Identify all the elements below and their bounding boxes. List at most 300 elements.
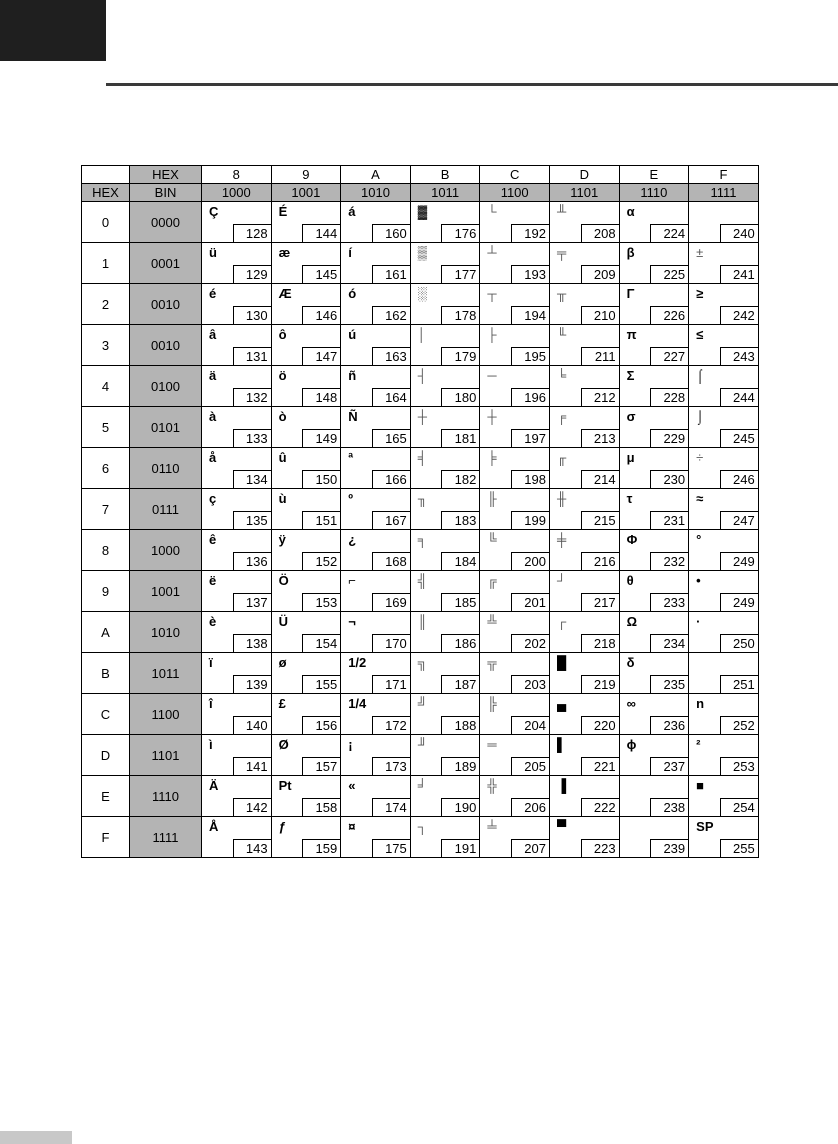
row-hex-cell: 3: [82, 325, 130, 366]
code-cell: [480, 694, 550, 735]
character-glyph: ╒: [556, 409, 567, 424]
table-row: [82, 243, 759, 284]
code-cell: [341, 776, 411, 817]
table-row: [82, 530, 759, 571]
decimal-code: 173: [372, 757, 410, 775]
code-cell: [619, 776, 689, 817]
character-glyph: 1/4: [348, 696, 367, 711]
code-cell: [410, 407, 480, 448]
row-bin-cell: 0010: [130, 325, 202, 366]
character-glyph: ░: [417, 286, 427, 301]
code-cell: [689, 325, 759, 366]
code-cell: [410, 612, 480, 653]
character-glyph: ≥: [696, 286, 704, 301]
code-cell: [341, 612, 411, 653]
code-cell: [549, 243, 619, 284]
code-cell: [689, 448, 759, 489]
decimal-code: 201: [511, 593, 549, 611]
bin-header-row: [82, 184, 759, 202]
code-cell: [549, 202, 619, 243]
decimal-code: 160: [372, 224, 410, 242]
decimal-code: 250: [720, 634, 758, 652]
decimal-code: 193: [511, 265, 549, 283]
character-glyph: ä: [209, 368, 217, 383]
table-row: [82, 202, 759, 243]
code-cell: [619, 653, 689, 694]
code-cell: [202, 243, 272, 284]
character-glyph: δ: [626, 655, 635, 670]
decimal-code: 189: [441, 757, 479, 775]
code-cell: [619, 694, 689, 735]
decimal-code: 183: [441, 511, 479, 529]
character-glyph: π: [626, 327, 637, 342]
decimal-code: 206: [511, 798, 549, 816]
character-glyph: Γ: [626, 286, 635, 301]
table-row: [82, 653, 759, 694]
character-glyph: ²: [696, 737, 701, 752]
code-cell: [341, 325, 411, 366]
decimal-code: 219: [581, 675, 619, 693]
code-cell: [410, 776, 480, 817]
character-glyph: ╓: [556, 450, 567, 465]
row-bin-cell: 1001: [130, 571, 202, 612]
character-glyph: σ: [626, 409, 636, 424]
hex-header-row: [82, 166, 759, 184]
character-glyph: Ö: [278, 573, 289, 588]
code-cell: [410, 448, 480, 489]
decimal-code: 202: [511, 634, 549, 652]
decimal-code: 132: [233, 388, 271, 406]
decimal-code: 249: [720, 552, 758, 570]
row-bin-cell: 0111: [130, 489, 202, 530]
code-cell: [480, 530, 550, 571]
code-cell: [271, 612, 341, 653]
decimal-code: 251: [720, 675, 758, 693]
character-glyph: ╘: [556, 368, 567, 383]
header-rule: [106, 83, 838, 86]
character-glyph: ▄: [556, 696, 567, 711]
character-glyph: n: [696, 696, 705, 711]
decimal-code: 254: [720, 798, 758, 816]
table-row: [82, 612, 759, 653]
character-glyph: ╝: [417, 696, 427, 711]
character-glyph: ║: [417, 614, 427, 629]
code-cell: [549, 448, 619, 489]
code-cell: [410, 325, 480, 366]
row-hex-cell: C: [82, 694, 130, 735]
character-glyph: █: [556, 655, 567, 670]
decimal-code: 150: [302, 470, 340, 488]
character-glyph: Φ: [626, 532, 638, 547]
row-hex-cell: 6: [82, 448, 130, 489]
decimal-code: 165: [372, 429, 410, 447]
character-glyph: ┴: [487, 245, 497, 260]
character-glyph: ⌠: [696, 368, 705, 383]
decimal-code: 216: [581, 552, 619, 570]
character-glyph: ╫: [556, 491, 567, 506]
character-glyph: ╡: [417, 450, 427, 465]
row-hex-cell: F: [82, 817, 130, 858]
decimal-code: 214: [581, 470, 619, 488]
column-hex-b: B: [410, 166, 480, 184]
row-hex-cell: 7: [82, 489, 130, 530]
code-cell: [410, 735, 480, 776]
column-bin-8: 1000: [202, 184, 272, 202]
code-cell: [410, 694, 480, 735]
row-hex-cell: 1: [82, 243, 130, 284]
character-glyph: æ: [278, 245, 291, 260]
character-glyph: £: [278, 696, 286, 711]
character-glyph: ╗: [417, 655, 427, 670]
character-glyph: ö: [278, 368, 287, 383]
character-glyph: ╩: [487, 614, 497, 629]
decimal-code: 162: [372, 306, 410, 324]
decimal-code: 240: [720, 224, 758, 242]
row-bin-cell: 1111: [130, 817, 202, 858]
decimal-code: 167: [372, 511, 410, 529]
row-hex-cell: 2: [82, 284, 130, 325]
code-cell: [271, 817, 341, 858]
decimal-code: 133: [233, 429, 271, 447]
decimal-code: 236: [650, 716, 688, 734]
decimal-code: 140: [233, 716, 271, 734]
character-glyph: î: [209, 696, 213, 711]
character-glyph: ╨: [556, 204, 567, 219]
code-cell: [689, 817, 759, 858]
character-glyph: ╚: [487, 532, 497, 547]
decimal-code: 229: [650, 429, 688, 447]
decimal-code: 184: [441, 552, 479, 570]
decimal-code: 194: [511, 306, 549, 324]
code-cell: [549, 776, 619, 817]
decimal-code: 155: [302, 675, 340, 693]
table-row: [82, 284, 759, 325]
code-cell: [689, 776, 759, 817]
header-bin-label: BIN: [130, 184, 202, 202]
character-glyph: ñ: [348, 368, 357, 383]
decimal-code: 134: [233, 470, 271, 488]
code-cell: [689, 366, 759, 407]
code-cell: [619, 735, 689, 776]
column-bin-d: 1101: [549, 184, 619, 202]
decimal-code: 211: [581, 347, 619, 365]
row-bin-cell: 0100: [130, 366, 202, 407]
character-glyph: º: [348, 491, 353, 506]
decimal-code: 190: [441, 798, 479, 816]
character-glyph: ⌡: [696, 409, 705, 424]
code-cell: [549, 366, 619, 407]
code-cell: [341, 448, 411, 489]
character-glyph: ╬: [487, 778, 497, 793]
decimal-code: 226: [650, 306, 688, 324]
character-glyph: ▒: [417, 245, 427, 260]
character-glyph: ╥: [556, 286, 567, 301]
decimal-code: 242: [720, 306, 758, 324]
code-cell: [410, 653, 480, 694]
decimal-code: 178: [441, 306, 479, 324]
decimal-code: 129: [233, 265, 271, 283]
row-bin-cell: 1101: [130, 735, 202, 776]
code-cell: [202, 571, 272, 612]
table-row: [82, 694, 759, 735]
decimal-code: 191: [441, 839, 479, 857]
code-cell: [689, 735, 759, 776]
code-cell: [549, 407, 619, 448]
decimal-code: 212: [581, 388, 619, 406]
decimal-code: 158: [302, 798, 340, 816]
character-glyph: •: [696, 573, 701, 588]
code-cell: [549, 817, 619, 858]
code-cell: [271, 448, 341, 489]
code-cell: [341, 366, 411, 407]
character-glyph: ø: [278, 655, 287, 670]
code-cell: [619, 817, 689, 858]
character-glyph: μ: [626, 450, 635, 465]
decimal-code: 239: [650, 839, 688, 857]
row-hex-cell: 0: [82, 202, 130, 243]
code-cell: [271, 407, 341, 448]
code-cell: [410, 489, 480, 530]
table-row: [82, 735, 759, 776]
code-cell: [619, 612, 689, 653]
code-cell: [341, 571, 411, 612]
character-glyph: ª: [348, 450, 353, 465]
character-glyph: Æ: [278, 286, 292, 301]
row-bin-cell: 0101: [130, 407, 202, 448]
code-cell: [480, 776, 550, 817]
decimal-code: 203: [511, 675, 549, 693]
character-glyph: ┘: [556, 573, 567, 588]
character-glyph: ╧: [487, 819, 497, 834]
character-glyph: └: [487, 204, 497, 219]
decimal-code: 180: [441, 388, 479, 406]
code-cell: [480, 407, 550, 448]
decimal-code: 145: [302, 265, 340, 283]
code-cell: [202, 612, 272, 653]
decimal-code: 175: [372, 839, 410, 857]
column-hex-a: A: [341, 166, 411, 184]
table-body: [82, 202, 759, 858]
code-cell: [202, 530, 272, 571]
row-bin-cell: 0001: [130, 243, 202, 284]
decimal-code: 198: [511, 470, 549, 488]
table-row: [82, 571, 759, 612]
column-hex-9: 9: [271, 166, 341, 184]
column-hex-f: F: [689, 166, 759, 184]
character-glyph: É: [278, 204, 288, 219]
code-cell: [271, 243, 341, 284]
code-cell: [549, 530, 619, 571]
code-cell: [341, 202, 411, 243]
character-glyph: ■: [696, 778, 705, 793]
decimal-code: 171: [372, 675, 410, 693]
character-glyph: 1/2: [348, 655, 367, 670]
column-bin-f: 1111: [689, 184, 759, 202]
code-cell: [549, 489, 619, 530]
character-glyph: ƒ: [278, 819, 286, 834]
code-cell: [202, 776, 272, 817]
decimal-code: 153: [302, 593, 340, 611]
decimal-code: 159: [302, 839, 340, 857]
decimal-code: 252: [720, 716, 758, 734]
decimal-code: 187: [441, 675, 479, 693]
character-glyph: ï: [209, 655, 213, 670]
code-cell: [689, 694, 759, 735]
code-cell: [549, 284, 619, 325]
decimal-code: 218: [581, 634, 619, 652]
decimal-code: 220: [581, 716, 619, 734]
character-glyph: ╜: [417, 737, 427, 752]
decimal-code: 235: [650, 675, 688, 693]
decimal-code: 213: [581, 429, 619, 447]
decimal-code: 237: [650, 757, 688, 775]
decimal-code: 196: [511, 388, 549, 406]
code-cell: [410, 817, 480, 858]
decimal-code: 209: [581, 265, 619, 283]
decimal-code: 205: [511, 757, 549, 775]
character-glyph: ê: [209, 532, 217, 547]
code-cell: [549, 735, 619, 776]
code-cell: [619, 489, 689, 530]
character-glyph: Ä: [209, 778, 219, 793]
column-bin-9: 1001: [271, 184, 341, 202]
table-row: [82, 407, 759, 448]
decimal-code: 163: [372, 347, 410, 365]
decimal-code: 246: [720, 470, 758, 488]
code-cell: [480, 284, 550, 325]
code-cell: [480, 612, 550, 653]
code-cell: [619, 325, 689, 366]
character-glyph: å: [209, 450, 217, 465]
decimal-code: 141: [233, 757, 271, 775]
code-cell: [202, 694, 272, 735]
row-hex-cell: 4: [82, 366, 130, 407]
character-glyph: ┌: [556, 614, 567, 629]
decimal-code: 182: [441, 470, 479, 488]
code-cell: [549, 571, 619, 612]
column-hex-d: D: [549, 166, 619, 184]
character-glyph: │: [417, 327, 426, 342]
code-cell: [619, 571, 689, 612]
character-glyph: ⌐: [348, 573, 356, 588]
row-bin-cell: 0010: [130, 284, 202, 325]
table-row: [82, 776, 759, 817]
decimal-code: 147: [302, 347, 340, 365]
character-glyph: ò: [278, 409, 287, 424]
row-hex-cell: D: [82, 735, 130, 776]
character-glyph: í: [348, 245, 352, 260]
decimal-code: 157: [302, 757, 340, 775]
code-cell: [410, 243, 480, 284]
character-glyph: ≤: [696, 327, 704, 342]
code-cell: [202, 489, 272, 530]
decimal-code: 195: [511, 347, 549, 365]
decimal-code: 166: [372, 470, 410, 488]
character-glyph: ┼: [417, 409, 427, 424]
column-hex-e: E: [619, 166, 689, 184]
column-hex-c: C: [480, 166, 550, 184]
row-bin-cell: 0000: [130, 202, 202, 243]
row-bin-cell: 1011: [130, 653, 202, 694]
character-glyph: û: [278, 450, 287, 465]
row-bin-cell: 1100: [130, 694, 202, 735]
code-cell: [271, 325, 341, 366]
character-glyph: ╛: [417, 778, 427, 793]
character-glyph: θ: [626, 573, 634, 588]
code-cell: [549, 694, 619, 735]
character-glyph: ∞: [626, 696, 636, 711]
code-cell: [202, 325, 272, 366]
code-cell: [480, 735, 550, 776]
decimal-code: 149: [302, 429, 340, 447]
character-glyph: «: [348, 778, 356, 793]
code-cell: [410, 530, 480, 571]
code-cell: [689, 243, 759, 284]
character-glyph: ù: [278, 491, 287, 506]
character-glyph: ╠: [487, 696, 497, 711]
character-glyph: ¡: [348, 737, 353, 752]
row-hex-cell: 8: [82, 530, 130, 571]
code-cell: [619, 448, 689, 489]
decimal-code: 135: [233, 511, 271, 529]
character-glyph: ╟: [487, 491, 497, 506]
decimal-code: 179: [441, 347, 479, 365]
character-glyph: β: [626, 245, 635, 260]
character-glyph: ç: [209, 491, 217, 506]
column-bin-e: 1110: [619, 184, 689, 202]
code-cell: [341, 489, 411, 530]
code-cell: [341, 694, 411, 735]
character-glyph: ¬: [348, 614, 356, 629]
character-glyph: Å: [209, 819, 219, 834]
decimal-code: 177: [441, 265, 479, 283]
character-glyph: ô: [278, 327, 287, 342]
decimal-code: 217: [581, 593, 619, 611]
corner-cell: [82, 166, 130, 184]
code-cell: [689, 202, 759, 243]
code-cell: [480, 571, 550, 612]
decimal-code: 232: [650, 552, 688, 570]
decimal-code: 222: [581, 798, 619, 816]
decimal-code: 144: [302, 224, 340, 242]
character-glyph: τ: [626, 491, 633, 506]
decimal-code: 185: [441, 593, 479, 611]
decimal-code: 139: [233, 675, 271, 693]
decimal-code: 231: [650, 511, 688, 529]
decimal-code: 227: [650, 347, 688, 365]
character-glyph: ╪: [556, 532, 567, 547]
character-glyph: ·: [696, 614, 701, 629]
character-glyph: Ω: [626, 614, 637, 629]
code-cell: [480, 243, 550, 284]
code-cell: [202, 202, 272, 243]
decimal-code: 170: [372, 634, 410, 652]
decimal-code: 148: [302, 388, 340, 406]
code-cell: [202, 448, 272, 489]
decimal-code: 234: [650, 634, 688, 652]
character-glyph: ú: [348, 327, 357, 342]
column-bin-a: 1010: [341, 184, 411, 202]
code-cell: [271, 530, 341, 571]
code-cell: [619, 243, 689, 284]
footer-block: [0, 1131, 72, 1144]
code-cell: [619, 407, 689, 448]
character-glyph: ╙: [556, 327, 567, 342]
code-cell: [549, 325, 619, 366]
character-glyph: α: [626, 204, 635, 219]
decimal-code: 131: [233, 347, 271, 365]
character-glyph: ¤: [348, 819, 356, 834]
